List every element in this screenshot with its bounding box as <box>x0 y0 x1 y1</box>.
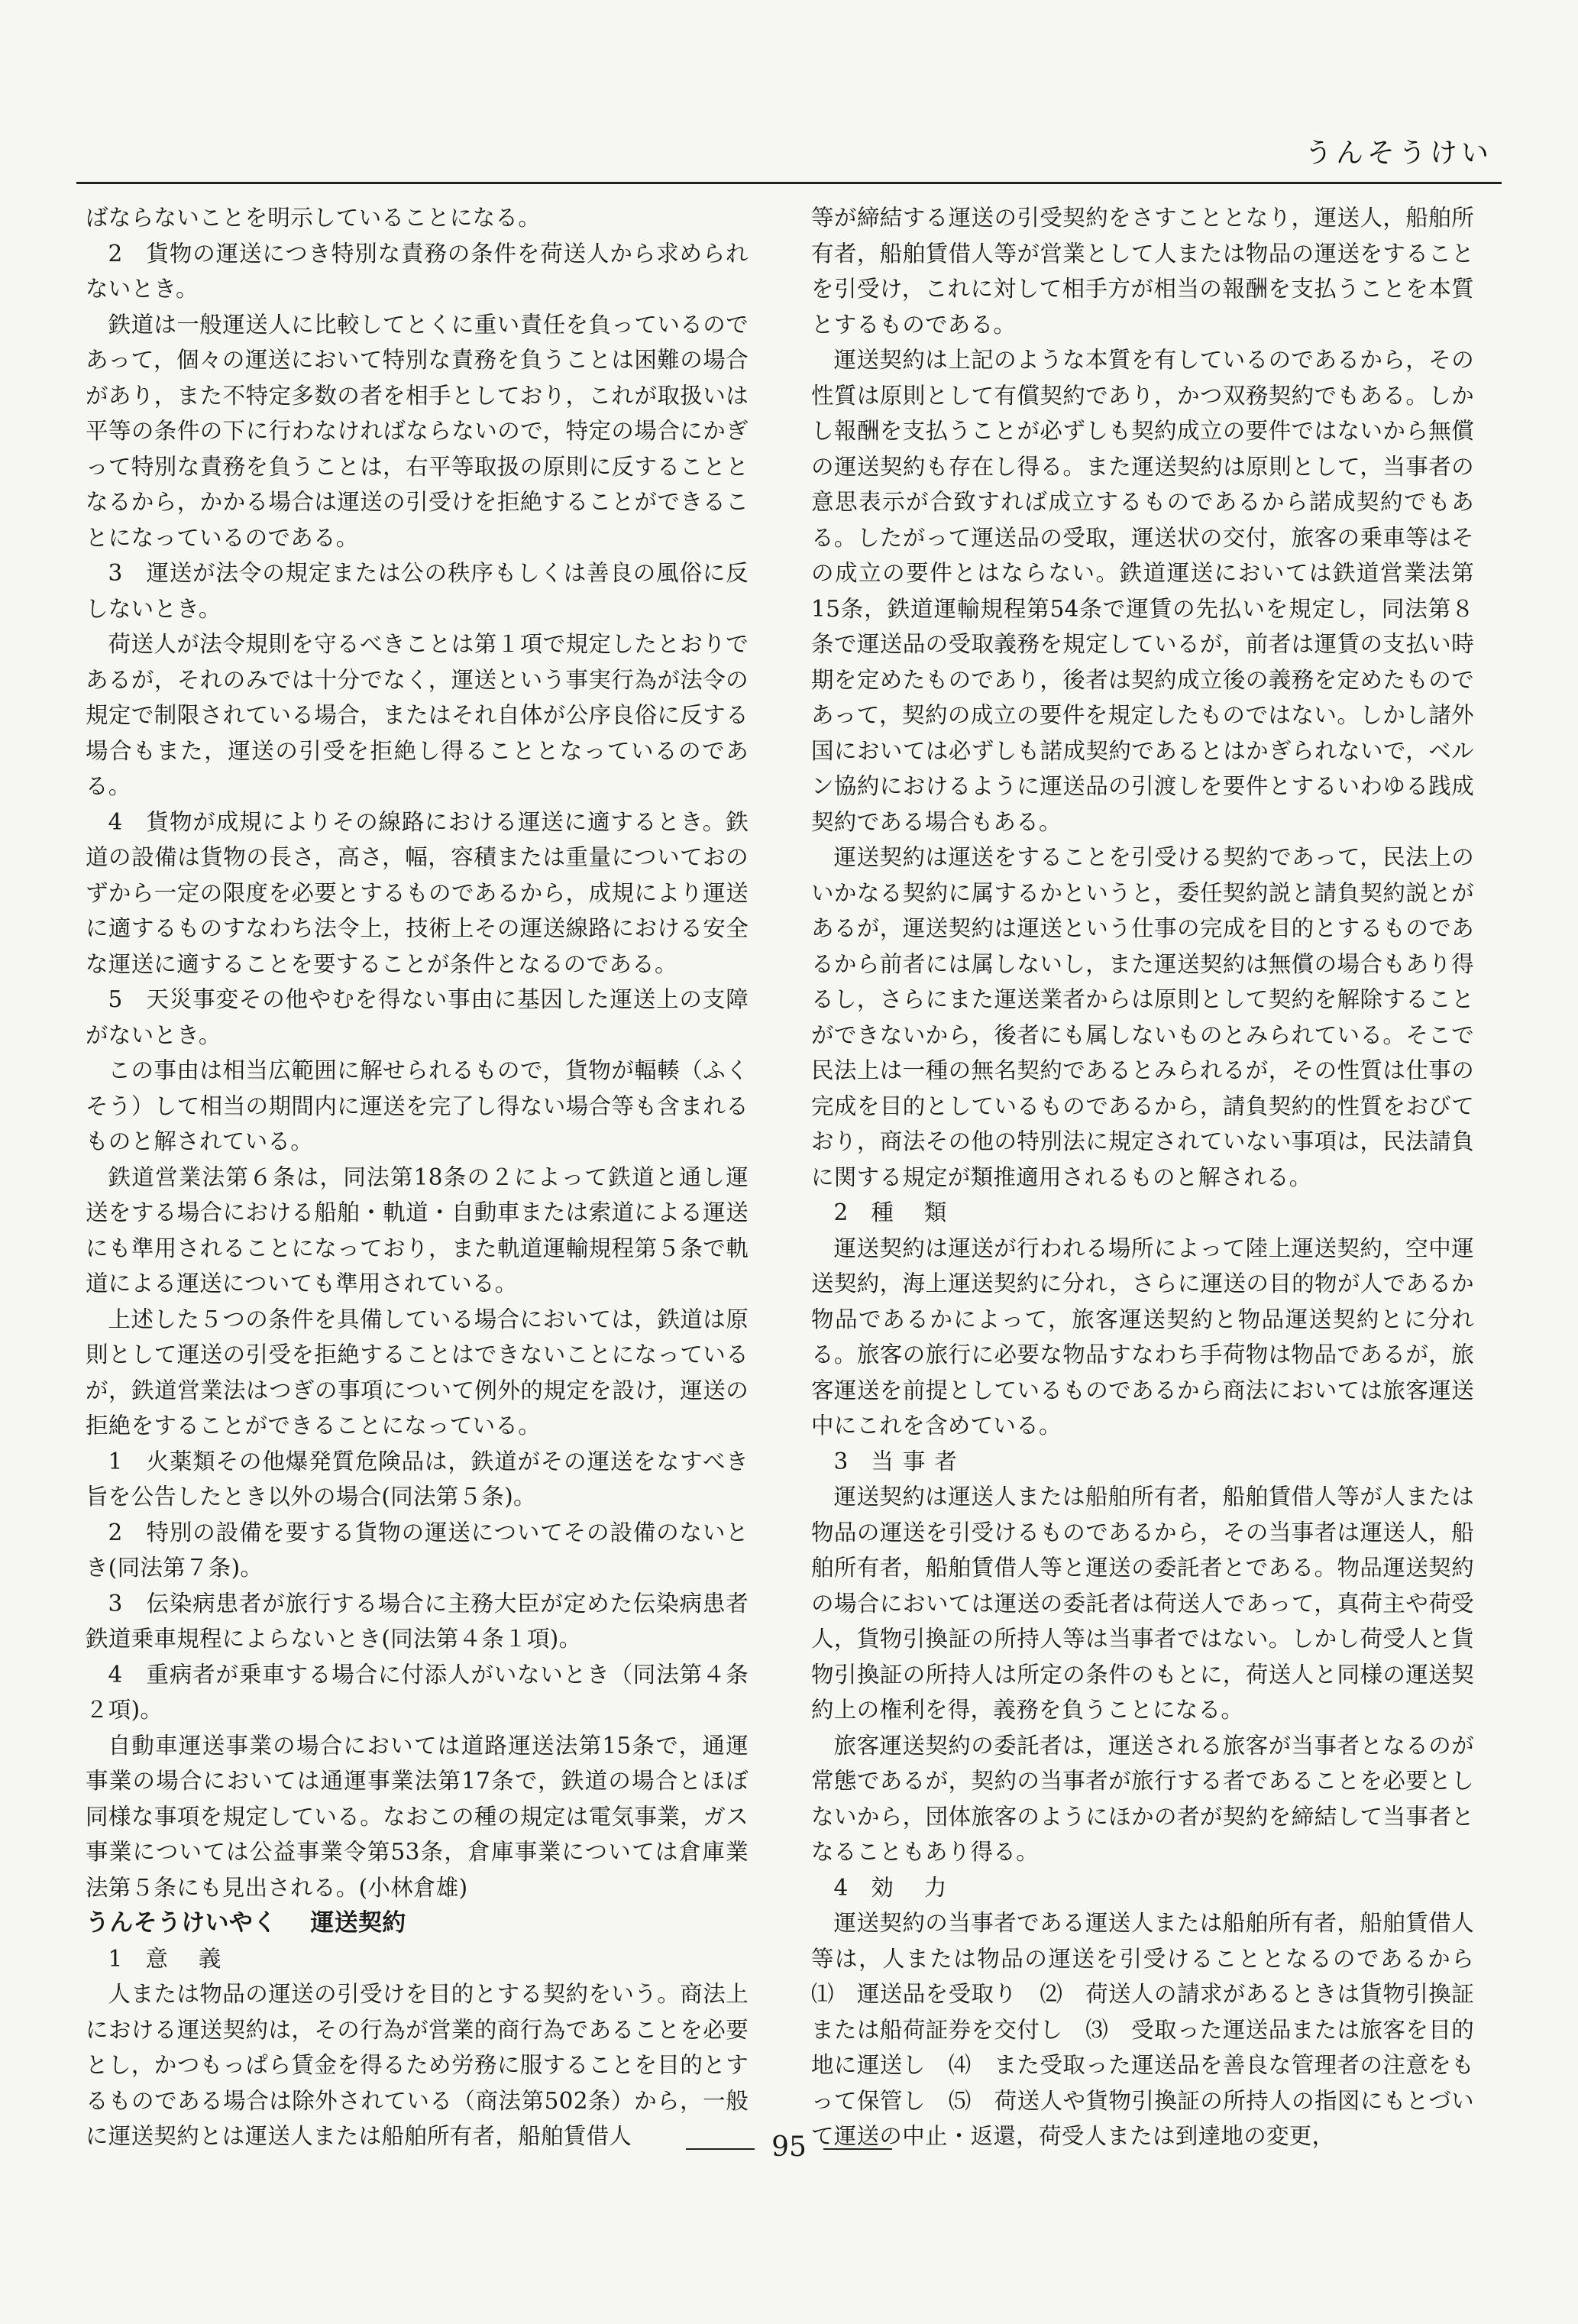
paragraph: 運送契約は運送をすることを引受ける契約であって，民法上のいかなる契約に属するかというと，委任契約説と請負契約説とがあるが，運送契約は運送という仕事の完成を目的とするものであるから前者には属しないし，また運送契約は無償の場合もあり得るし，さらにまた運送業者からは原則として契約を解除することができないから，後者にも属しないものとみられている。そこで民法上は一種の無名契約であるとみられるが，その性質は仕事の完成を目的としているものであるから，請負契約的性質をおびており，商法その他の特別法に規定されていない事項は，民法請負に関する規定が類推適用されるものと解される。 <box>811 844 1474 1190</box>
paragraph: 人または物品の運送の引受けを目的とする契約をいう。商法上における運送契約は，その行為が営業的商行為であることを必要とし，かつもっぱら賃金を得るため労務に服することを目的とするものである場合は除外されている（商法第502条）から，一般に運送契約とは運送人または船舶所有者，船舶賃借人 <box>86 1981 749 2149</box>
section-heading-meaning: 1 意義 <box>108 1945 252 1972</box>
paragraph: この事由は相当広範囲に解せられるもので，貨物が輻輳（ふくそう）して相当の期間内に運送を完了し得ない場合等も含まれるものと解されている。 <box>86 1057 749 1154</box>
condition-item: 3 運送が法令の規定または公の秩序もしくは善良の風俗に反しないとき。 <box>86 560 749 622</box>
paragraph: 鉄道営業法第６条は，同法第18条の２によって鉄道と通し運送をする場合における船舶・軌道・自動車または索道による運送にも準用されることになっており，また軌道運輸規程第５条で軌道による運送についても準用されている。 <box>86 1164 749 1296</box>
condition-item: 2 貨物の運送につき特別な責務の条件を荷送人から求められないとき。 <box>86 240 749 302</box>
dash-left <box>686 2148 755 2150</box>
entry-kana: うんそうけいやく <box>86 1909 277 1937</box>
left-column <box>86 200 749 2154</box>
paragraph: 旅客運送契約の委託者は，運送される旅客が当事者となるのが常態であるが，契約の当事者が旅行する者であることを必要としないから，団体旅客のようにほかの者が契約を締結して当事者となることもあり得る。 <box>811 1732 1474 1865</box>
condition-item: 5 天災事変その他やむを得ない事由に基因した運送上の支障がないとき。 <box>86 986 749 1048</box>
paragraph: 運送契約は運送が行われる場所によって陸上運送契約，空中運送契約，海上運送契約に分れ，さらに運送の目的物が人であるか物品であるかによって，旅客運送契約と物品運送契約とに分れる。旅客の旅行に必要な物品すなわち手荷物は物品であるが，旅客運送を前提としているものであるから商法においては旅客運送中にこれを含めている。 <box>811 1235 1474 1439</box>
right-column <box>811 200 1497 2154</box>
paragraph: 運送契約は運送人または船舶所有者，船舶賃借人等が人または物品の運送を引受けるものであるから，その当事者は運送人，船舶所有者，船舶賃借人等と運送の委託者とである。物品運送契約の場合においては運送の委託者は荷送人であって，真荷主や荷受人，貨物引換証の所持人等は当事者ではない。しかし荷受人と貨物引換証の所持人は所定の条件のもとに，荷送人と同様の運送契約上の権利を得，義務を負うことになる。 <box>811 1484 1474 1723</box>
dictionary-entry-heading <box>86 1905 749 1941</box>
exception-item: 1 火薬類その他爆発質危険品は，鉄道がその運送をなすべき旨を公告したとき以外の場合(同法第５条)。 <box>86 1448 749 1510</box>
paragraph: 上述した５つの条件を具備している場合においては，鉄道は原則として運送の引受を拒絶することはできないことになっているが，鉄道営業法はつぎの事項について例外的規定を設け，運送の拒絶をすることができることになっている。 <box>86 1306 749 1439</box>
paragraph: 荷送人が法令規則を守るべきことは第１項で規定したとおりであるが，それのみでは十分でなく，運送という事実行為が法令の規定で制限されている場合，またはそれ自体が公序良俗に反する場合もまた，運送の引受を拒絶し得ることとなっているのである。 <box>86 631 749 799</box>
page-number: 95 <box>771 2131 807 2163</box>
section-heading-parties: 3 当事者 <box>833 1448 966 1474</box>
paragraph: 自動車運送事業の場合においては道路運送法第15条で，通運事業の場合においては通運事業法第17条で，鉄道の場合とほぼ同様な事項を規定している。なおこの種の規定は電気事業，ガス事業については公益事業令第53条，倉庫事業については倉庫業法第５条にも見出される。(小林倉雄) <box>86 1732 749 1901</box>
paragraph: 鉄道は一般運送人に比較してとくに重い責任を負っているのであって，個々の運送において特別な責務を負うことは困難の場合があり，また不特定多数の者を相手としており，これが取扱いは平等の条件の下に行わなければならないので，特定の場合にかぎって特別な責務を負うことは，右平等取扱の原則に反することとなるから，かかる場合は運送の引受けを拒絶することができることになっているのである。 <box>86 311 749 551</box>
entry-kanji: 運送契約 <box>310 1909 406 1937</box>
paragraph: 等が締結する運送の引受契約をさすこととなり，運送人，船舶所有者，船舶賃借人等が営業として人または物品の運送をすることを引受け，これに対して相手方が相当の報酬を支払うことを本質とするものである。 <box>811 205 1474 338</box>
exception-item: 2 特別の設備を要する貨物の運送についてその設備のないとき(同法第７条)。 <box>86 1519 749 1581</box>
running-head: うんそうけい <box>1304 138 1492 169</box>
paragraph: 運送契約は上記のような本質を有しているのであるから，その性質は原則として有償契約であり，かつ双務契約でもある。しかし報酬を支払うことが必ずしも契約成立の要件ではないから無償の運送契約も存在し得る。また運送契約は原則として，当事者の意思表示が合致すれば成立するものであるから諾成契約でもある。したがって運送品の受取，運送状の交付，旅客の乗車等はその成立の要件とはならない。鉄道運送においては鉄道営業法第15条，鉄道運輸規程第54条で運賃の先払いを規定し，同法第８条で運送品の受取義務を規定しているが，前者は運賃の支払い時期を定めたものであり，後者は契約成立後の義務を定めたものであって，契約の成立の要件を規定したものではない。しかし諸外国においては必ずしも諾成契約であるとはかぎられないで，ベルン協約におけるように運送品の引渡しを要件とするいわゆる践成契約である場合もある。 <box>811 347 1474 835</box>
exception-item: 4 重病者が乗車する場合に付添人がいないとき（同法第４条２項)。 <box>86 1661 749 1723</box>
section-heading-effect: 4 効力 <box>833 1874 978 1901</box>
condition-item: 4 貨物が成規によりその線路における運送に適するとき。鉄道の設備は貨物の長さ，高さ，幅，容積または重量についておのずから一定の限度を必要とするものであるから，成規により運送に適するものすなわち法令上，技術上その運送線路における安全な運送に適することを要することが条件となるのである。 <box>86 808 749 977</box>
dash-right <box>823 2148 892 2150</box>
header-rule <box>76 182 1502 184</box>
paragraph: 運送契約の当事者である運送人または船舶所有者，船舶賃借人等は，人または物品の運送を引受けることとなるのであるから ⑴ 運送品を受取り ⑵ 荷送人の請求があるときは貨物引換証または船荷証券を交付し ⑶ 受取った運送品または旅客を目的地に運送し ⑷ また受取った運送品を善良な管理者の注意をもって保管し ⑸ 荷送人や貨物引換証の所持人の指図にもとづいて運送の中止・返還，荷受人または到達地の変更， <box>811 1910 1497 2149</box>
section-heading-types: 2 種類 <box>833 1199 978 1225</box>
paragraph: ばならないことを明示していることになる。 <box>86 205 542 231</box>
page-footer <box>0 2131 1578 2163</box>
exception-item: 3 伝染病患者が旅行する場合に主務大臣が定めた伝染病患者鉄道乗車規程によらないとき(同法第４条１項)。 <box>86 1590 749 1652</box>
